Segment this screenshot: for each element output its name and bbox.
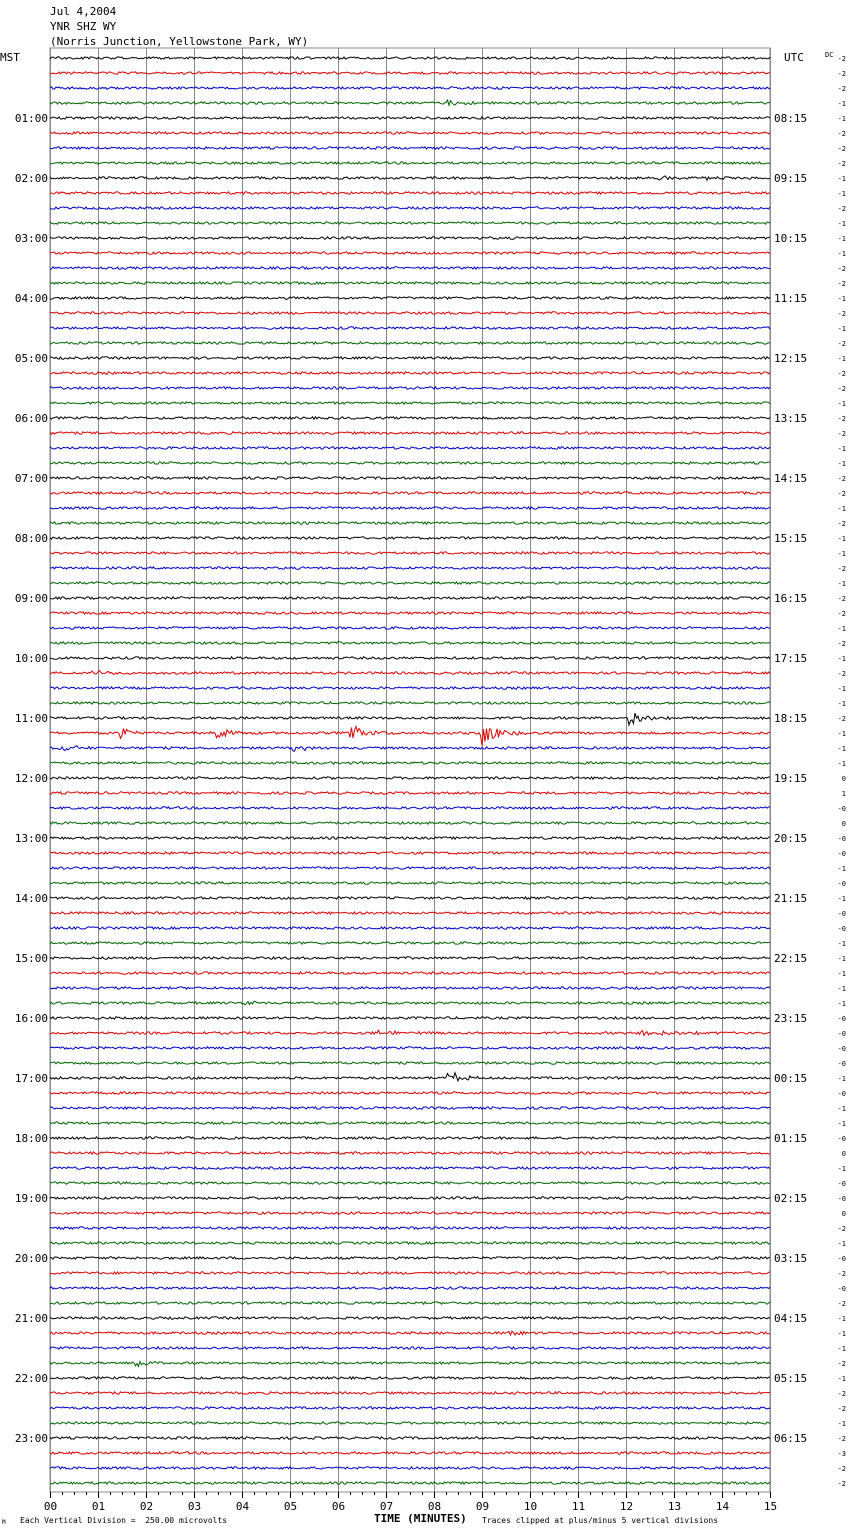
dc-offset-value: -2 xyxy=(837,160,846,168)
dc-offset-value: -2 xyxy=(837,610,846,618)
utc-hour-label: 05:15 xyxy=(774,1372,808,1385)
dc-offset-value: -1 xyxy=(837,955,846,963)
trace-row xyxy=(50,1212,770,1214)
trace-row xyxy=(50,147,770,149)
dc-offset-value: -1 xyxy=(837,550,846,558)
utc-hour-label: 20:15 xyxy=(774,832,808,845)
dc-offset-value: -1 xyxy=(837,1075,846,1083)
x-tick-label: 00 xyxy=(43,1500,58,1513)
dc-offset-value: -2 xyxy=(837,430,846,438)
mst-hour-label: 10:00 xyxy=(14,652,48,665)
dc-offset-value: -0 xyxy=(837,1285,846,1293)
utc-hour-label: 21:15 xyxy=(774,892,808,905)
dc-offset-value: -2 xyxy=(837,130,846,138)
trace-row xyxy=(50,57,770,59)
trace-row xyxy=(50,237,770,239)
trace-row xyxy=(50,882,770,884)
dc-offset-value: -0 xyxy=(837,1015,846,1023)
trace-row xyxy=(50,1377,770,1379)
dc-offset-value: 0 xyxy=(841,820,846,828)
dc-offset-value: -2 xyxy=(837,265,846,273)
x-tick-label: 13 xyxy=(667,1500,682,1513)
dc-offset-value: -1 xyxy=(837,190,846,198)
dc-offset-header: DC xyxy=(825,51,834,59)
dc-offset-value: -2 xyxy=(837,520,846,528)
x-tick-label: 01 xyxy=(91,1500,106,1513)
dc-offset-value: -1 xyxy=(837,505,846,513)
trace-row xyxy=(50,597,770,599)
left-timezone-label: MST xyxy=(0,51,20,64)
dc-offset-value: -1 xyxy=(837,235,846,243)
x-tick-label: 05 xyxy=(283,1500,298,1513)
dc-offset-value: 0 xyxy=(841,775,846,783)
dc-offset-value: -0 xyxy=(837,1180,846,1188)
right-timezone-label: UTC xyxy=(784,51,804,64)
record-date: Jul 4,2004 xyxy=(50,5,117,18)
dc-offset-value: -1 xyxy=(837,1330,846,1338)
trace-row xyxy=(50,72,770,74)
trace-row xyxy=(50,1017,770,1019)
dc-offset-value: -1 xyxy=(837,355,846,363)
trace-row xyxy=(50,462,770,464)
dc-offset-value: -1 xyxy=(837,250,846,258)
utc-hour-label: 23:15 xyxy=(774,1012,808,1025)
utc-hour-label: 14:15 xyxy=(774,472,808,485)
utc-hour-label: 13:15 xyxy=(774,412,808,425)
trace-row xyxy=(50,612,770,614)
utc-hour-label: 06:15 xyxy=(774,1432,808,1445)
x-tick-label: 12 xyxy=(619,1500,634,1513)
trace-row xyxy=(50,402,770,404)
trace-row xyxy=(50,552,770,555)
trace-row xyxy=(50,1197,770,1199)
utc-hour-label: 15:15 xyxy=(774,532,808,545)
trace-row xyxy=(50,1152,770,1154)
utc-hour-label: 18:15 xyxy=(774,712,808,725)
trace-row xyxy=(50,87,770,89)
mst-hour-label: 15:00 xyxy=(14,952,48,965)
dc-offset-value: -1 xyxy=(837,1000,846,1008)
dc-offset-value: -0 xyxy=(837,1255,846,1263)
utc-hour-label: 16:15 xyxy=(774,592,808,605)
trace-row xyxy=(50,702,770,704)
trace-row xyxy=(50,777,770,779)
dc-offset-value: -1 xyxy=(837,460,846,468)
x-tick-label: 14 xyxy=(715,1500,730,1513)
dc-offset-value: -1 xyxy=(837,220,846,228)
trace-row xyxy=(50,327,770,329)
mst-hour-label: 16:00 xyxy=(14,1012,48,1025)
dc-offset-value: -3 xyxy=(837,1450,846,1458)
dc-offset-value: -2 xyxy=(837,280,846,288)
dc-offset-value: -2 xyxy=(837,595,846,603)
utc-hour-label: 10:15 xyxy=(774,232,808,245)
trace-row xyxy=(50,372,770,374)
trace-row xyxy=(50,537,770,539)
trace-row xyxy=(50,687,770,689)
dc-offset-value: -0 xyxy=(837,1045,846,1053)
trace-row xyxy=(50,282,770,284)
dc-offset-value: -0 xyxy=(837,880,846,888)
trace-row xyxy=(50,657,770,659)
mst-hour-label: 17:00 xyxy=(14,1072,48,1085)
trace-row xyxy=(50,1452,770,1454)
trace-row xyxy=(50,132,770,134)
dc-offset-value: -0 xyxy=(837,1135,846,1143)
trace-row xyxy=(50,1302,770,1304)
trace-row xyxy=(50,1073,770,1081)
corner-mark: M xyxy=(2,1519,6,1526)
utc-hour-label: 19:15 xyxy=(774,772,808,785)
dc-offset-value: -2 xyxy=(837,1300,846,1308)
dc-offset-value: -1 xyxy=(837,685,846,693)
dc-offset-value: -1 xyxy=(837,895,846,903)
trace-row xyxy=(50,1107,770,1109)
trace-row xyxy=(50,357,770,359)
trace-row xyxy=(50,1092,770,1094)
dc-offset-value: -0 xyxy=(837,1030,846,1038)
trace-row xyxy=(50,957,770,959)
dc-offset-value: -2 xyxy=(837,1360,846,1368)
dc-offset-value: -0 xyxy=(837,1060,846,1068)
dc-offset-value: -1 xyxy=(837,175,846,183)
x-tick-label: 03 xyxy=(187,1500,202,1513)
utc-hour-label: 03:15 xyxy=(774,1252,808,1265)
trace-row xyxy=(50,1242,770,1244)
x-tick-label: 08 xyxy=(427,1500,442,1513)
trace-row xyxy=(50,1257,770,1259)
trace-row xyxy=(50,1062,770,1064)
trace-row xyxy=(50,1272,770,1274)
plot-frame xyxy=(50,48,770,1492)
trace-row xyxy=(50,387,770,389)
station-code: YNR SHZ WY xyxy=(50,20,117,33)
utc-hour-label: 09:15 xyxy=(774,172,808,185)
trace-row xyxy=(50,1407,770,1409)
dc-offset-value: -1 xyxy=(837,1240,846,1248)
trace-row xyxy=(50,746,770,752)
trace-row xyxy=(50,567,770,569)
dc-offset-value: -1 xyxy=(837,745,846,753)
dc-offset-value: -0 xyxy=(837,1090,846,1098)
dc-offset-value: -1 xyxy=(837,1105,846,1113)
utc-hour-label: 17:15 xyxy=(774,652,808,665)
dc-offset-value: -2 xyxy=(837,385,846,393)
trace-row xyxy=(50,1182,770,1184)
trace-row xyxy=(50,726,770,745)
dc-offset-value: -0 xyxy=(837,910,846,918)
trace-rows xyxy=(50,57,770,1484)
dc-offset-value: -1 xyxy=(837,760,846,768)
trace-row xyxy=(50,867,770,869)
dc-offset-value: -2 xyxy=(837,1405,846,1413)
dc-offset-value: -1 xyxy=(837,1420,846,1428)
trace-row xyxy=(50,642,770,644)
trace-row xyxy=(50,207,770,209)
dc-offset-value: -1 xyxy=(837,625,846,633)
trace-row xyxy=(50,312,770,314)
trace-row xyxy=(50,192,770,194)
mst-hour-label: 20:00 xyxy=(14,1252,48,1265)
trace-row xyxy=(50,987,770,989)
dc-offset-value: -0 xyxy=(837,835,846,843)
dc-offset-value: -2 xyxy=(837,70,846,78)
trace-row xyxy=(50,447,770,449)
mst-hour-label: 22:00 xyxy=(14,1372,48,1385)
dc-offset-value: -1 xyxy=(837,940,846,948)
trace-row xyxy=(50,582,770,584)
mst-hour-label: 12:00 xyxy=(14,772,48,785)
trace-row xyxy=(50,117,770,119)
mst-hour-label: 11:00 xyxy=(14,712,48,725)
trace-row xyxy=(50,1437,770,1439)
trace-row xyxy=(50,1122,770,1124)
utc-hour-label: 08:15 xyxy=(774,112,808,125)
trace-row xyxy=(50,1331,770,1335)
dc-offset-value: -1 xyxy=(837,400,846,408)
mst-hour-label: 18:00 xyxy=(14,1132,48,1145)
x-axis-title: TIME (MINUTES) xyxy=(374,1512,467,1525)
mst-hour-label: 21:00 xyxy=(14,1312,48,1325)
trace-row xyxy=(50,267,770,269)
utc-hour-label: 01:15 xyxy=(774,1132,808,1145)
trace-row xyxy=(50,852,770,854)
trace-row xyxy=(50,1392,770,1394)
trace-row xyxy=(50,912,770,914)
dc-offset-value: 0 xyxy=(841,1150,846,1158)
trace-row xyxy=(50,1482,770,1484)
trace-row xyxy=(50,942,770,944)
dc-offset-value: -2 xyxy=(837,565,846,573)
trace-row xyxy=(50,1467,770,1469)
trace-row xyxy=(50,627,770,629)
dc-offset-value: -2 xyxy=(837,415,846,423)
trace-row xyxy=(50,1361,770,1366)
trace-row xyxy=(50,252,770,254)
trace-row xyxy=(50,713,770,725)
trace-row xyxy=(50,477,770,479)
mst-hour-label: 09:00 xyxy=(14,592,48,605)
trace-row xyxy=(50,927,770,929)
mst-hour-label: 13:00 xyxy=(14,832,48,845)
mst-hour-label: 23:00 xyxy=(14,1432,48,1445)
dc-offset-value: -1 xyxy=(837,970,846,978)
dc-offset-value: -2 xyxy=(837,1270,846,1278)
trace-row xyxy=(50,1317,770,1319)
trace-row xyxy=(50,1422,770,1424)
x-tick-label: 06 xyxy=(331,1500,346,1513)
trace-row xyxy=(50,1001,770,1005)
dc-offset-value: -2 xyxy=(837,310,846,318)
dc-offset-value: -1 xyxy=(837,1165,846,1173)
trace-row xyxy=(50,1047,770,1049)
dc-offset-value: -2 xyxy=(837,1225,846,1233)
x-tick-label: 02 xyxy=(139,1500,154,1513)
dc-offset-value: -1 xyxy=(837,325,846,333)
dc-offset-value: -0 xyxy=(837,805,846,813)
dc-offset-value: -2 xyxy=(837,85,846,93)
mst-hour-label: 14:00 xyxy=(14,892,48,905)
station-location: (Norris Junction, Yellowstone Park, WY) xyxy=(50,35,309,48)
utc-hour-label: 11:15 xyxy=(774,292,808,305)
dc-offset-value: -2 xyxy=(837,1390,846,1398)
scale-note: Each Vertical Division = 250.00 microvolts xyxy=(20,1516,228,1525)
mst-hour-label: 04:00 xyxy=(14,292,48,305)
x-tick-label: 15 xyxy=(763,1500,778,1513)
mst-hour-label: 07:00 xyxy=(14,472,48,485)
dc-offset-value: -1 xyxy=(837,535,846,543)
dc-offset-value: 0 xyxy=(841,1210,846,1218)
mst-hour-label: 02:00 xyxy=(14,172,48,185)
trace-row xyxy=(50,671,770,675)
dc-offset-value: -2 xyxy=(837,1465,846,1473)
trace-row xyxy=(50,1137,770,1139)
dc-offset-value: -2 xyxy=(837,370,846,378)
dc-offset-value: -1 xyxy=(837,655,846,663)
utc-hour-label: 00:15 xyxy=(774,1072,808,1085)
dc-offset-value: -0 xyxy=(837,925,846,933)
dc-offset-value: -2 xyxy=(837,715,846,723)
utc-hour-label: 12:15 xyxy=(774,352,808,365)
trace-row xyxy=(50,1227,770,1229)
x-tick-label: 09 xyxy=(475,1500,490,1513)
utc-hour-label: 02:15 xyxy=(774,1192,808,1205)
trace-row xyxy=(50,972,770,974)
x-tick-label: 11 xyxy=(571,1500,586,1513)
dc-offset-value: -1 xyxy=(837,295,846,303)
dc-offset-value: -1 xyxy=(837,580,846,588)
x-tick-label: 04 xyxy=(235,1500,250,1513)
dc-offset-value: -2 xyxy=(837,1480,846,1488)
trace-row xyxy=(50,176,770,180)
mst-hour-label: 01:00 xyxy=(14,112,48,125)
trace-row xyxy=(50,507,770,509)
dc-offset-value: -1 xyxy=(837,445,846,453)
trace-row xyxy=(50,792,770,794)
trace-row xyxy=(50,432,770,434)
dc-offset-value: -2 xyxy=(837,490,846,498)
dc-offset-value: -1 xyxy=(837,100,846,108)
dc-offset-value: -0 xyxy=(837,1195,846,1203)
trace-row xyxy=(50,1030,770,1035)
dc-offset-value: -1 xyxy=(837,1120,846,1128)
trace-row xyxy=(50,342,770,344)
trace-row xyxy=(50,807,770,809)
trace-row xyxy=(50,522,770,524)
trace-row xyxy=(50,492,770,494)
dc-offset-value: -1 xyxy=(837,985,846,993)
grid xyxy=(50,48,771,1498)
dc-offset-value: 1 xyxy=(841,790,846,798)
trace-row xyxy=(50,162,770,164)
mst-hour-label: 08:00 xyxy=(14,532,48,545)
trace-row xyxy=(50,1347,770,1349)
x-tick-label: 07 xyxy=(379,1500,394,1513)
mst-hour-label: 03:00 xyxy=(14,232,48,245)
dc-offset-value: -2 xyxy=(837,340,846,348)
dc-offset-value: -1 xyxy=(837,1375,846,1383)
x-tick-label: 10 xyxy=(523,1500,538,1513)
clip-note: Traces clipped at plus/minus 5 vertical divisions xyxy=(482,1516,719,1525)
trace-row xyxy=(50,222,770,224)
trace-row xyxy=(50,837,770,839)
dc-offset-value: -1 xyxy=(837,1345,846,1353)
mst-hour-label: 19:00 xyxy=(14,1192,48,1205)
trace-row xyxy=(50,1167,770,1169)
dc-offset-value: -2 xyxy=(837,475,846,483)
dc-offset-value: -2 xyxy=(837,55,846,63)
dc-offset-value: -2 xyxy=(837,670,846,678)
dc-offset-value: -1 xyxy=(837,700,846,708)
dc-offset-value: -1 xyxy=(837,730,846,738)
dc-offset-value: -1 xyxy=(837,115,846,123)
trace-row xyxy=(50,762,770,764)
trace-row xyxy=(50,897,770,899)
dc-offset-value: -0 xyxy=(837,850,846,858)
trace-row xyxy=(50,1287,770,1289)
utc-hour-label: 22:15 xyxy=(774,952,808,965)
dc-offset-value: -1 xyxy=(837,1315,846,1323)
trace-row xyxy=(50,822,770,824)
dc-offset-value: -2 xyxy=(837,640,846,648)
dc-offset-value: -2 xyxy=(837,205,846,213)
mst-hour-label: 05:00 xyxy=(14,352,48,365)
utc-hour-label: 04:15 xyxy=(774,1312,808,1325)
trace-row xyxy=(50,100,770,105)
trace-row xyxy=(50,417,770,419)
dc-offset-value: -1 xyxy=(837,865,846,873)
axis-labels xyxy=(0,51,846,1513)
mst-hour-label: 06:00 xyxy=(14,412,48,425)
dc-offset-value: -2 xyxy=(837,1435,846,1443)
trace-row xyxy=(50,297,770,299)
dc-offset-value: -2 xyxy=(837,145,846,153)
